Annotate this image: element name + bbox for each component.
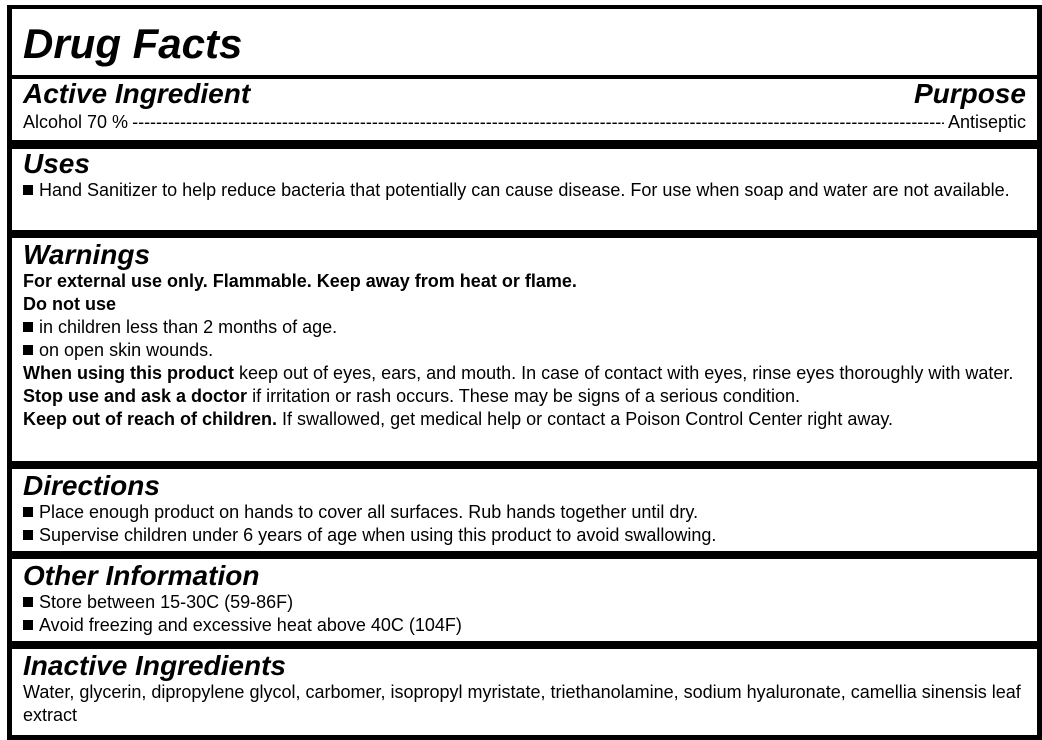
divider xyxy=(12,140,1037,149)
other-information-heading: Other Information xyxy=(23,560,260,591)
list-item: Avoid freezing and excessive heat above 40C (104F) xyxy=(23,614,1026,637)
warnings-heading: Warnings xyxy=(23,239,151,270)
uses-heading: Uses xyxy=(23,148,90,179)
directions-section xyxy=(12,469,1037,551)
bullet-icon xyxy=(23,530,33,540)
list-item: Store between 15-30C (59-86F) xyxy=(23,591,1026,614)
divider xyxy=(12,230,1037,238)
divider xyxy=(12,461,1037,469)
bullet-icon xyxy=(23,345,33,355)
inactive-ingredients-list: Water, glycerin, dipropylene glycol, carbomer, isopropyl myristate, triethanolamine, sodium hyaluronate, camellia sinensis leaf extract xyxy=(23,682,1021,725)
list-item: on open skin wounds. xyxy=(23,339,1026,362)
dash-leader xyxy=(132,111,944,134)
external-use-warning: For external use only. Flammable. Keep away from heat or flame. xyxy=(23,271,577,291)
active-ingredient: Alcohol 70 % xyxy=(23,112,129,132)
purpose: Antiseptic xyxy=(947,112,1026,132)
bullet-icon xyxy=(23,185,33,195)
uses-section xyxy=(12,149,1037,230)
keep-out-of-reach-warning: Keep out of reach of children. If swallowed, get medical help or contact a Poison Control Center right away. xyxy=(23,409,894,429)
do-not-use-label: Do not use xyxy=(23,294,116,314)
warnings-section xyxy=(12,238,1037,461)
other-information-section xyxy=(12,559,1037,641)
list-item: Place enough product on hands to cover all surfaces. Rub hands together until dry. xyxy=(23,501,1026,524)
page-title: Drug Facts xyxy=(23,20,243,67)
list-item: in children less than 2 months of age. xyxy=(23,316,1026,339)
list-item: Supervise children under 6 years of age when using this product to avoid swallowing. xyxy=(23,524,1026,547)
list-item: Hand Sanitizer to help reduce bacteria that potentially can cause disease. For use when soap and water are not available. xyxy=(23,179,1026,202)
active-ingredient-section xyxy=(12,79,1037,140)
when-using-warning: When using this product keep out of eyes, ears, and mouth. In case of contact with eyes, rinse eyes thoroughly with water. xyxy=(23,363,1014,383)
divider xyxy=(12,551,1037,559)
divider xyxy=(12,641,1037,649)
purpose-heading: Purpose xyxy=(913,78,1026,109)
bullet-icon xyxy=(23,597,33,607)
active-ingredient-heading: Active Ingredient xyxy=(23,78,251,109)
directions-heading: Directions xyxy=(23,470,160,501)
title-section xyxy=(12,9,1037,75)
bullet-icon xyxy=(23,322,33,332)
bullet-icon xyxy=(23,620,33,630)
drug-facts-panel xyxy=(7,5,1042,740)
inactive-ingredients-heading: Inactive Ingredients xyxy=(23,650,286,681)
stop-use-warning: Stop use and ask a doctor if irritation or rash occurs. These may be signs of a serious condition. xyxy=(23,386,800,406)
bullet-icon xyxy=(23,507,33,517)
inactive-ingredients-section xyxy=(12,649,1037,735)
